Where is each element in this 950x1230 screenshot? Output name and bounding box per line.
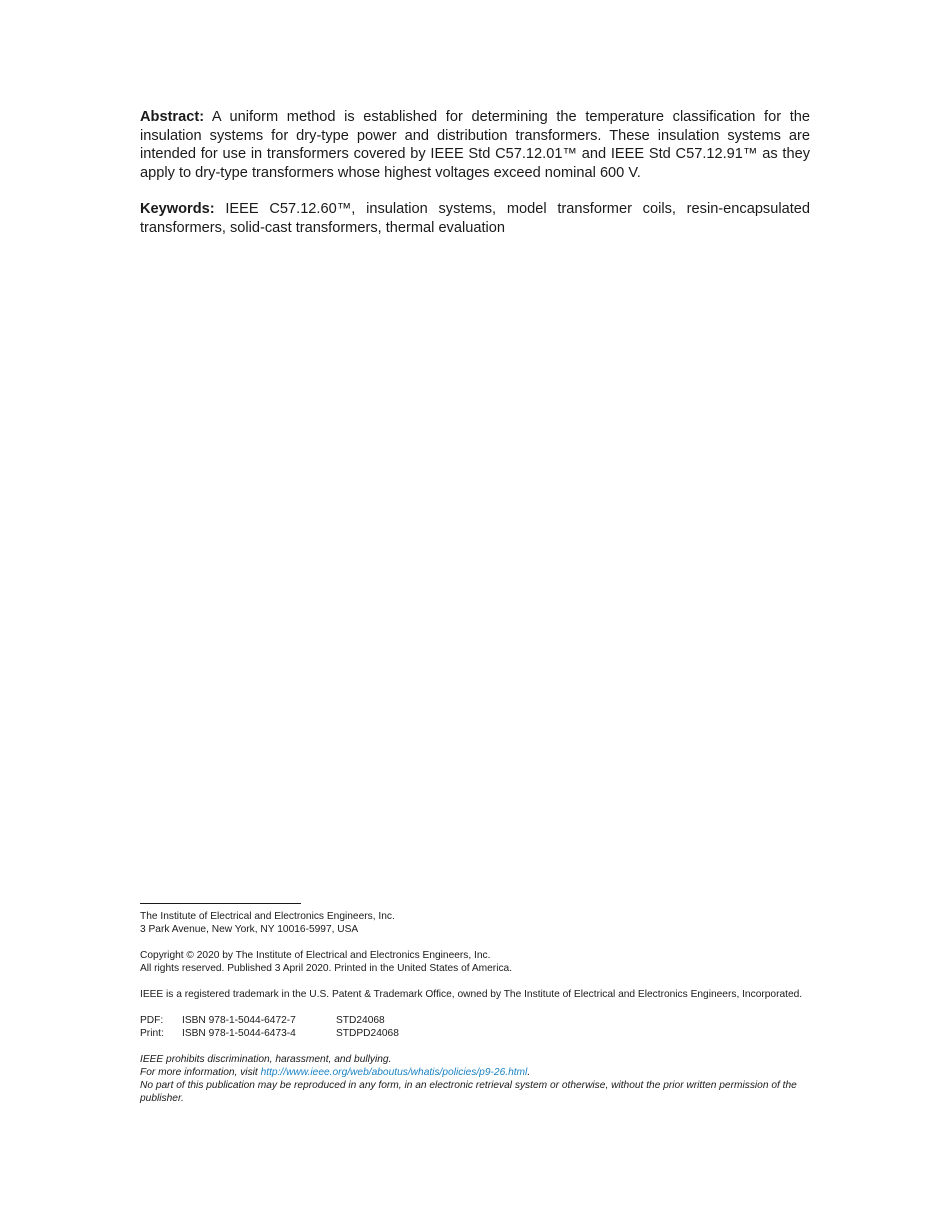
publisher-name: The Institute of Electrical and Electronics Engineers, Inc.	[140, 911, 395, 922]
trademark-info	[140, 988, 810, 1001]
more-info-prefix: For more information, visit	[140, 1067, 261, 1078]
isbn-number: ISBN 978-1-5044-6472-7	[182, 1015, 296, 1026]
more-info-line	[140, 1066, 810, 1079]
isbn-row-pdf	[140, 1014, 810, 1027]
copyright-line: Copyright © 2020 by The Institute of Electrical and Electronics Engineers, Inc.	[140, 950, 491, 961]
reproduction-notice: No part of this publication may be reproduced in any form, in an electronic retrieval system or otherwise, without the prior written permission of the publisher.	[140, 1080, 797, 1104]
isbn-code: STDPD24068	[336, 1028, 399, 1039]
isbn-table	[140, 1014, 810, 1040]
copyright-info	[140, 949, 810, 975]
keywords-paragraph	[140, 200, 810, 237]
abstract-section	[140, 108, 810, 237]
abstract-label: Abstract:	[140, 109, 205, 125]
keywords-label: Keywords:	[140, 201, 215, 217]
rights-line: All rights reserved. Published 3 April 2020. Printed in the United States of America.	[140, 963, 513, 974]
policy-info	[140, 1053, 810, 1105]
footer-divider	[140, 903, 301, 904]
abstract-text: A uniform method is established for determining the temperature classification for the insulation systems for dry-type power and distribution transformers. These insulation systems are intended for use in transformers covered by IEEE Std C57.12.01™ and IEEE Std C57.12.91™ as they apply to dry-type transformers whose highest voltages exceed nominal 600 V.	[140, 109, 810, 181]
isbn-format: Print:	[140, 1028, 164, 1039]
isbn-number: ISBN 978-1-5044-6473-4	[182, 1028, 296, 1039]
trademark-line: IEEE is a registered trademark in the U.S. Patent & Trademark Office, owned by The Institute of Electrical and Electronics Engineers, Incorporated.	[140, 989, 803, 1000]
isbn-row-print	[140, 1027, 810, 1040]
isbn-code: STD24068	[336, 1015, 385, 1026]
publisher-address: 3 Park Avenue, New York, NY 10016-5997, USA	[140, 924, 359, 935]
policy-link[interactable]: http://www.ieee.org/web/aboutus/whatis/policies/p9-26.html	[260, 1067, 528, 1078]
more-info-suffix: .	[527, 1067, 531, 1078]
footer-section	[140, 903, 810, 1118]
keywords-text: IEEE C57.12.60™, insulation systems, model transformer coils, resin-encapsulated transformers, solid-cast transformers, thermal evaluation	[140, 201, 810, 236]
policy-statement: IEEE prohibits discrimination, harassment, and bullying.	[140, 1054, 392, 1065]
abstract-paragraph	[140, 108, 810, 182]
isbn-format: PDF:	[140, 1015, 164, 1026]
publisher-info	[140, 910, 810, 936]
